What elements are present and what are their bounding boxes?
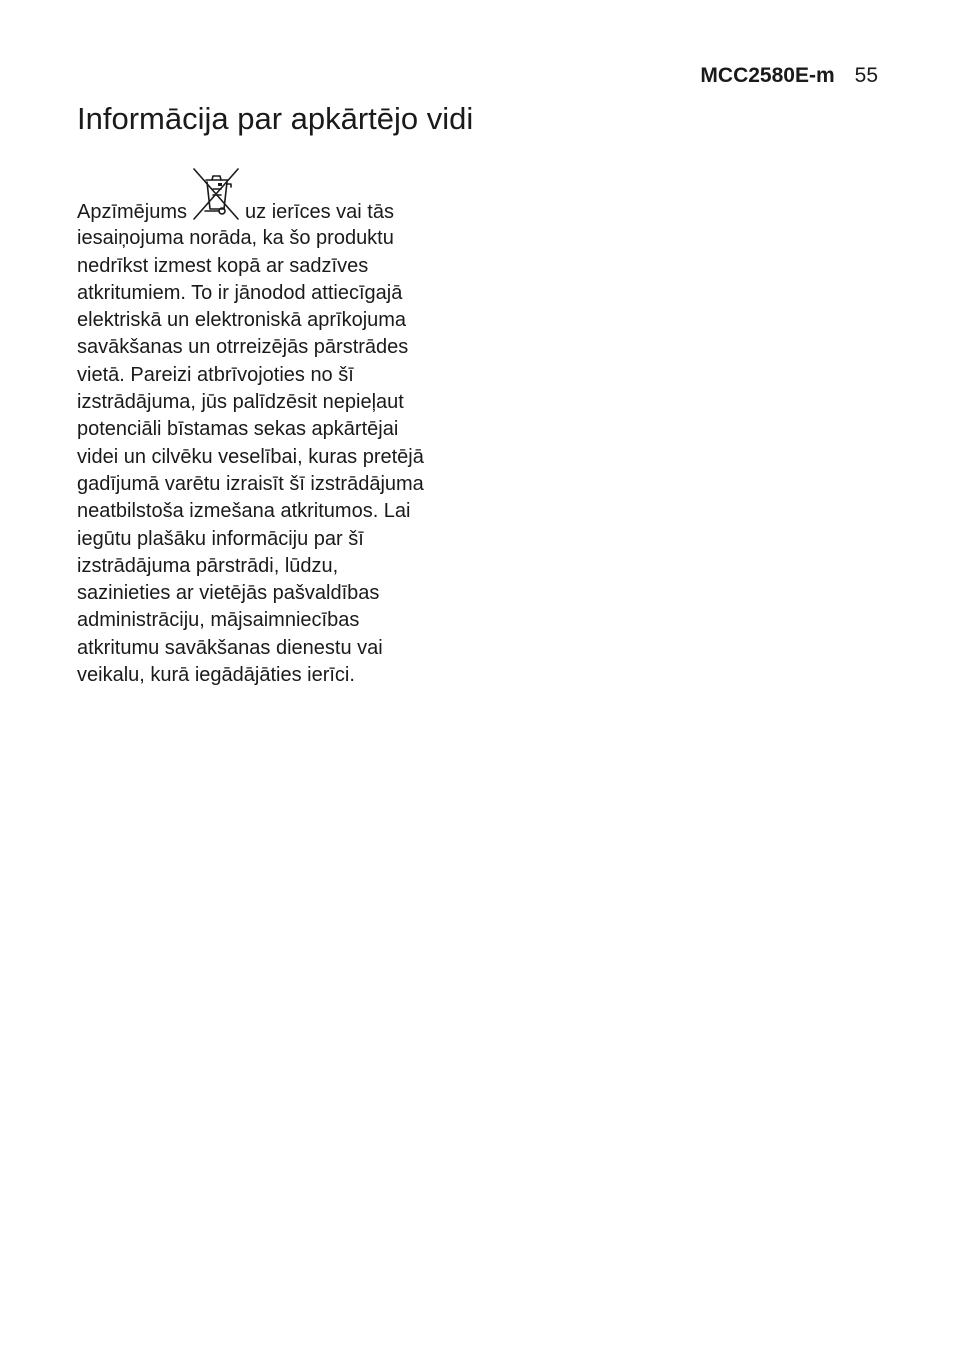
section-title: Informācija par apkārtējo vidi bbox=[77, 101, 474, 136]
paragraph-line: potenciāli bīstamas sekas apkārtējai bbox=[77, 418, 399, 441]
paragraph-line: savākšanas un otrreizējās pārstrādes bbox=[77, 336, 409, 359]
paragraph-line: administrāciju, mājsaimniecības bbox=[77, 609, 360, 632]
paragraph-line: elektriskā un elektroniskā aprīkojuma bbox=[77, 309, 407, 332]
paragraph-line: videi un cilvēku veselībai, kuras pretējā bbox=[77, 445, 424, 468]
page-header bbox=[700, 64, 878, 88]
paragraph-line: iesaiņojuma norāda, ka šo produktu bbox=[77, 227, 394, 250]
paragraph-text-before-icon: Apzīmējums bbox=[77, 201, 188, 223]
paragraph-line: nedrīkst izmest kopā ar sadzīves bbox=[77, 254, 369, 277]
model-name: MCC2580E-m bbox=[700, 64, 835, 87]
paragraph-line: neatbilstoša izmešana atkritumos. Lai bbox=[77, 500, 411, 523]
paragraph-first-line bbox=[77, 198, 497, 225]
page-number: 55 bbox=[854, 64, 878, 87]
paragraph-line: vietā. Pareizi atbrīvojoties no šī bbox=[77, 363, 354, 386]
body-paragraph bbox=[77, 198, 497, 689]
paragraph-line: iegūtu plašāku informāciju par šī bbox=[77, 527, 364, 550]
paragraph-line: izstrādājuma, jūs palīdzēsit nepieļaut bbox=[77, 391, 404, 414]
paragraph-line: gadījumā varētu izraisīt šī izstrādājuma bbox=[77, 472, 424, 495]
paragraph-line: veikalu, kurā iegādājāties ierīci. bbox=[77, 664, 355, 687]
paragraph-line: atkritumiem. To ir jānodod attiecīgajā bbox=[77, 281, 403, 304]
paragraph-line: atkritumu savākšanas dienestu vai bbox=[77, 636, 383, 659]
paragraph-line: izstrādājuma pārstrādi, lūdzu, bbox=[77, 554, 339, 577]
paragraph-line: sazinieties ar vietējās pašvaldības bbox=[77, 582, 380, 605]
paragraph-text-after-icon: uz ierīces vai tās bbox=[245, 201, 394, 223]
crossed-out-wheelie-bin-icon bbox=[191, 198, 241, 218]
